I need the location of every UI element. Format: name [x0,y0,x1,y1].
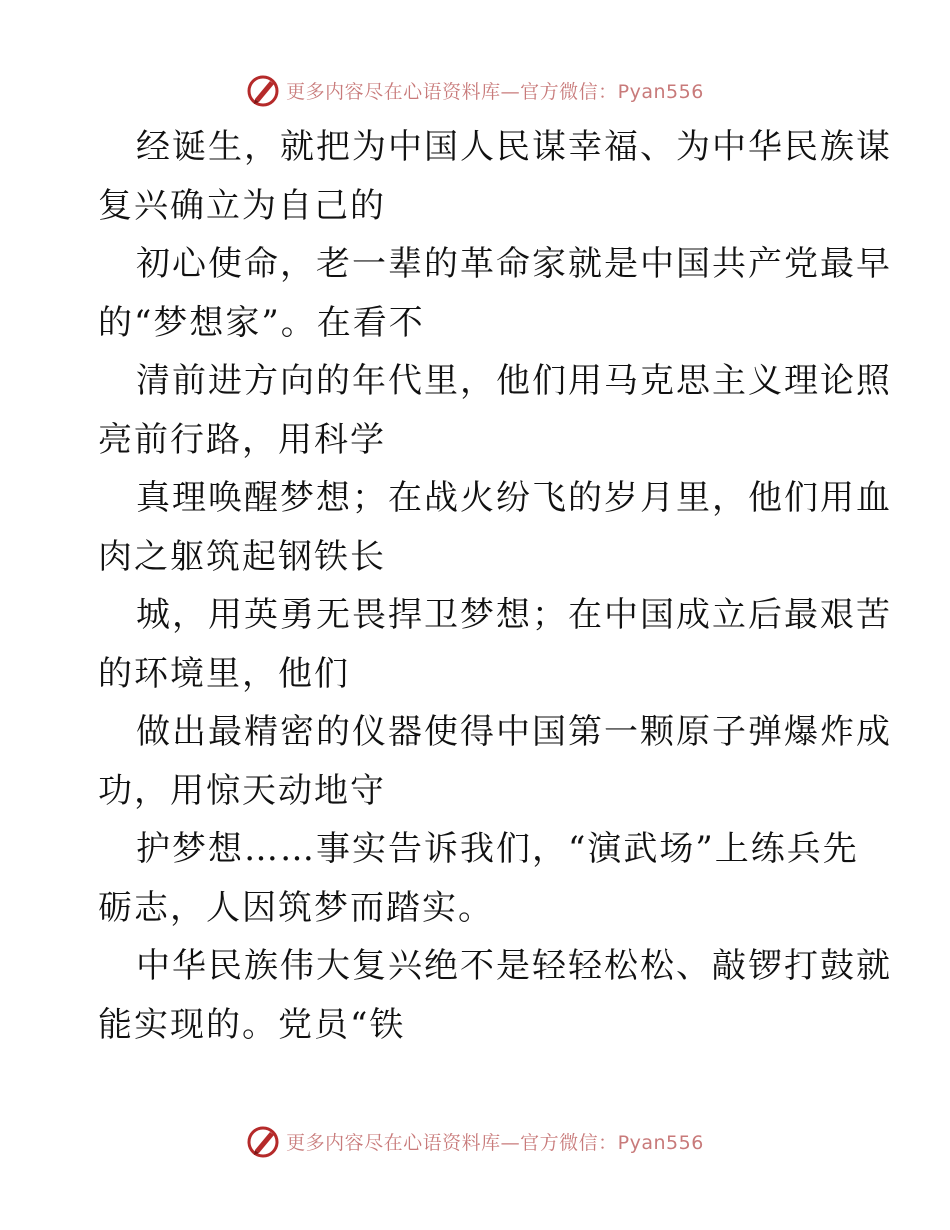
pen-logo-icon [246,1124,280,1158]
text-line: 城，用英勇无畏捍卫梦想；在中国成立后最艰苦 [136,595,892,635]
text-line: 做出最精密的仪器使得中国第一颗原子弹爆炸成 [136,712,892,752]
text-line: 亮前行路，用科学 [98,419,386,460]
text-line: 的“梦想家”。在看不 [98,302,425,343]
text-line: 真理唤醒梦想；在战火纷飞的岁月里，他们用血 [136,478,892,518]
text-line: 护梦想……事实告诉我们，“演武场”上练兵先 [136,829,859,869]
footer-banner [0,1121,950,1161]
text-line: 清前进方向的年代里，他们用马克思主义理论照 [136,361,892,401]
text-line: 的环境里，他们 [98,653,350,694]
footer-wechat-id: Pyan556 [617,1131,704,1154]
text-line: 功，用惊天动地守 [98,770,386,811]
header-banner [0,70,950,110]
text-line: 肉之躯筑起钢铁长 [98,536,386,577]
text-line: 中华民族伟大复兴绝不是轻轻松松、敲锣打鼓就 [136,946,892,986]
text-line: 能实现的。党员“铁 [98,1004,406,1045]
text-line: 复兴确立为自己的 [98,185,386,226]
document-body [98,118,892,1054]
header-wechat-id: Pyan556 [617,80,704,103]
pen-logo-icon [246,73,280,107]
text-line: 砺志，人因筑梦而踏实。 [98,887,494,928]
header-banner-text: 更多内容尽在心语资料库—官方微信：Pyan556 [286,80,704,103]
text-line: 经诞生，就把为中国人民谋幸福、为中华民族谋 [136,127,892,167]
text-line: 初心使命，老一辈的革命家就是中国共产党最早 [136,244,892,284]
footer-banner-text: 更多内容尽在心语资料库—官方微信：Pyan556 [286,1131,704,1154]
